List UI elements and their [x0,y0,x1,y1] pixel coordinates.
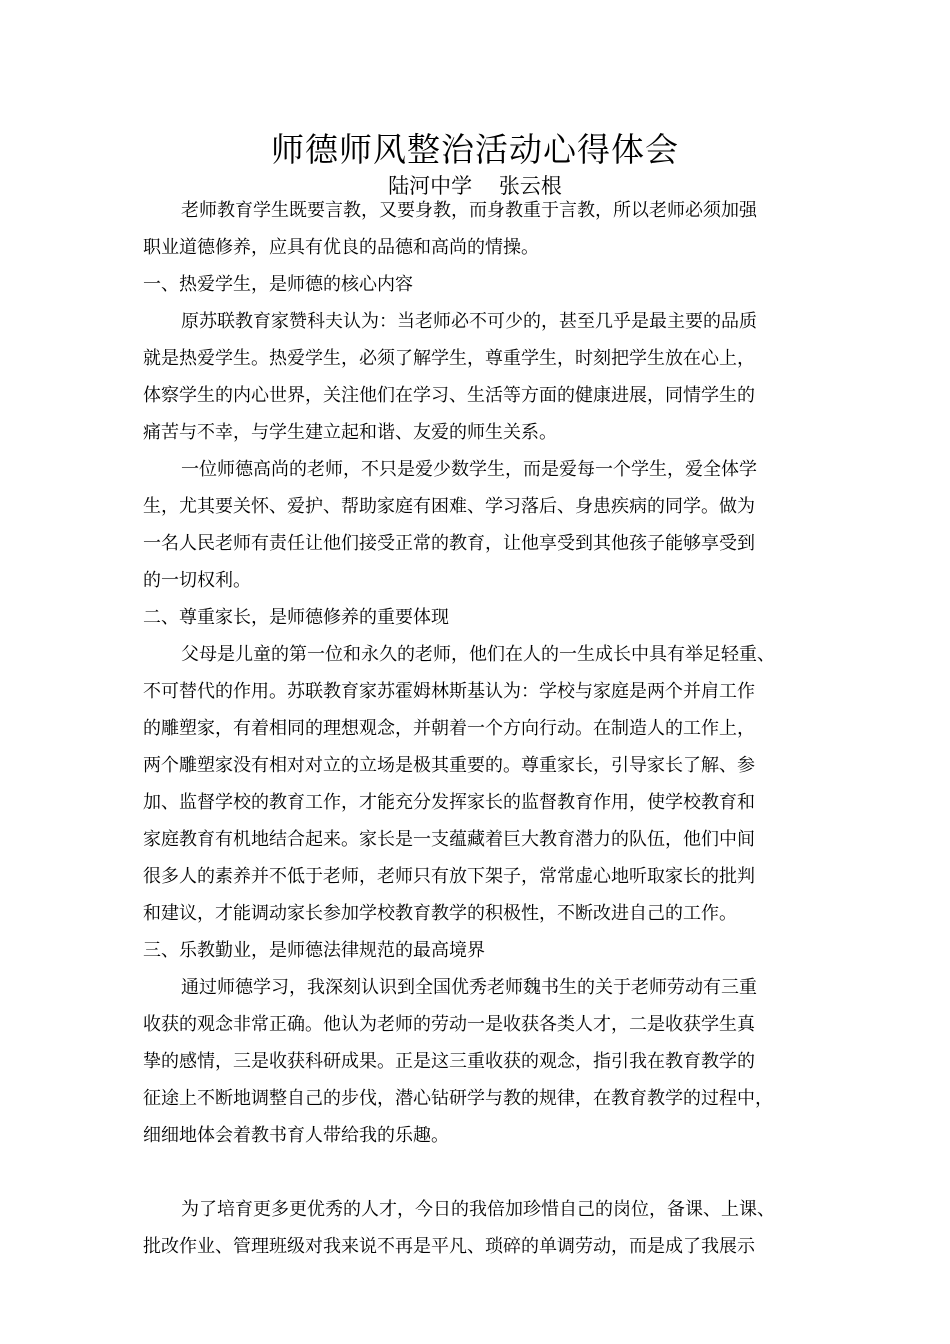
paragraph-line: 加、监督学校的教育工作，才能充分发挥家长的监督教育作用，使学校教育和 [143,792,755,813]
paragraph-line: 的雕塑家，有着相同的理想观念，并朝着一个方向行动。在制造人的工作上， [143,718,755,739]
paragraph-line: 一名人民老师有责任让他们接受正常的教育，让他享受到其他孩子能够享受到 [143,533,755,554]
paragraph-line: 就是热爱学生。热爱学生，必须了解学生，尊重学生，时刻把学生放在心上， [143,348,755,369]
paragraph-line: 不可替代的作用。苏联教育家苏霍姆林斯基认为：学校与家庭是两个并肩工作 [143,681,755,702]
section-heading: 二、尊重家长，是师德修养的重要体现 [143,607,449,628]
paragraph-line: 很多人的素养并不低于老师，老师只有放下架子，常常虚心地听取家长的批判 [143,866,755,887]
paragraph-line: 细细地体会着教书育人带给我的乐趣。 [143,1125,449,1146]
document-body [143,192,821,1265]
paragraph-line: 为了培育更多更优秀的人才，今日的我倍加珍惜自己的岗位，备课、上课、 [181,1199,775,1220]
paragraph-line: 生，尤其要关怀、爱护、帮助家庭有困难、学习落后、身患疾病的同学。做为 [143,496,755,517]
document-title: 师德师风整治活动心得体会 [271,130,679,169]
paragraph-line: 一位师德高尚的老师，不只是爱少数学生，而是爱每一个学生，爱全体学 [181,459,757,480]
paragraph-line: 批改作业、管理班级对我来说不再是平凡、琐碎的单调劳动，而是成了我展示 [143,1236,755,1257]
paragraph-line: 通过师德学习，我深刻认识到全国优秀老师魏书生的关于老师劳动有三重 [181,977,757,998]
section-heading: 一、热爱学生，是师德的核心内容 [143,274,413,295]
paragraph-line: 征途上不断地调整自己的步伐，潜心钻研学与教的规律，在教育教学的过程中， [143,1088,773,1109]
paragraph-line: 职业道德修养，应具有优良的品德和高尚的情操。 [143,237,539,258]
paragraph-line: 家庭教育有机地结合起来。家长是一支蕴藏着巨大教育潜力的队伍，他们中间 [143,829,755,850]
paragraph-line [143,1154,821,1191]
paragraph-line: 父母是儿童的第一位和永久的老师，他们在人的一生成长中具有举足轻重、 [181,644,775,665]
paragraph-line: 的一切权利。 [143,570,251,591]
paragraph-line: 挚的感情，三是收获科研成果。正是这三重收获的观念，指引我在教育教学的 [143,1051,755,1072]
author-byline: 陆河中学 张云根 [388,174,562,198]
paragraph-line: 体察学生的内心世界，关注他们在学习、生活等方面的健康进展，同情学生的 [143,385,755,406]
section-heading: 三、乐教勤业，是师德法律规范的最高境界 [143,940,485,961]
paragraph-line: 和建议，才能调动家长参加学校教育教学的积极性，不断改进自己的工作。 [143,903,737,924]
paragraph-line: 收获的观念非常正确。他认为老师的劳动一是收获各类人才，二是收获学生真 [143,1014,755,1035]
paragraph-line: 老师教育学生既要言教，又要身教，而身教重于言教，所以老师必须加强 [181,200,757,221]
paragraph-line: 两个雕塑家没有相对对立的立场是极其重要的。尊重家长，引导家长了解、参 [143,755,755,776]
paragraph-line: 原苏联教育家赞科夫认为：当老师必不可少的，甚至几乎是最主要的品质 [181,311,757,332]
paragraph-line: 痛苦与不幸，与学生建立起和谐、友爱的师生关系。 [143,422,557,443]
